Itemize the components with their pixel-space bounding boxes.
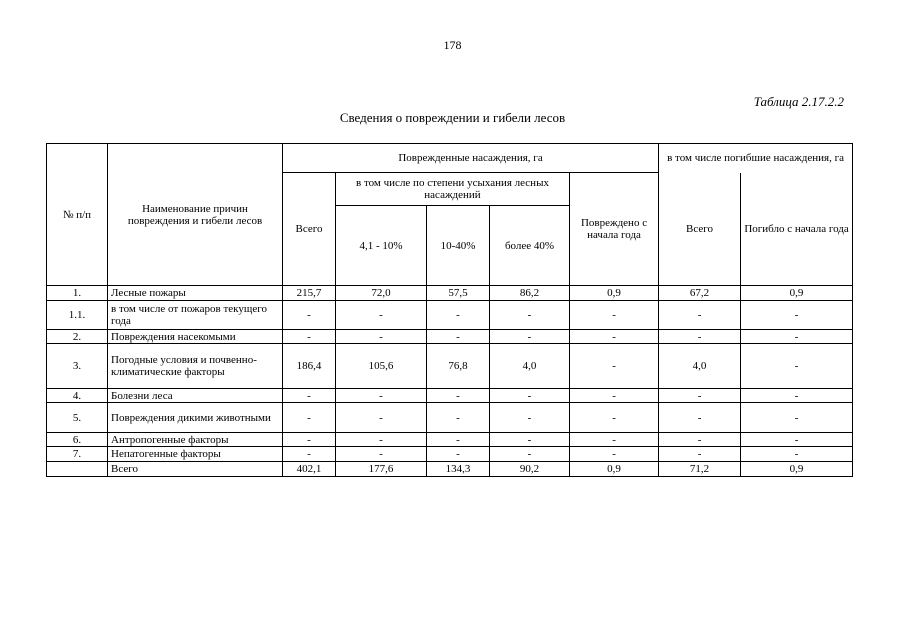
cell-drying-1: - xyxy=(336,330,427,344)
cell-drying-2: - xyxy=(427,447,490,462)
cell-dead-since: - xyxy=(741,433,853,447)
cell-drying-2: - xyxy=(427,389,490,403)
table-row xyxy=(47,286,853,301)
cell-damaged-since: - xyxy=(570,330,659,344)
cell-damaged-since: - xyxy=(570,344,659,389)
cell-dead-total: - xyxy=(659,447,741,462)
row-name: Повреждения насекомыми xyxy=(108,330,283,344)
header-damaged-since-start: Повреждено с начала года xyxy=(570,173,659,286)
cell-drying-2: - xyxy=(427,403,490,433)
cell-drying-3: - xyxy=(490,389,570,403)
cell-drying-1: 72,0 xyxy=(336,286,427,301)
row-num: 3. xyxy=(47,344,108,389)
cell-drying-3: - xyxy=(490,433,570,447)
row-num: 4. xyxy=(47,389,108,403)
cell-dead-total: 4,0 xyxy=(659,344,741,389)
table-row xyxy=(47,301,853,330)
cell-drying-1: 105,6 xyxy=(336,344,427,389)
cell-total: 402,1 xyxy=(283,462,336,477)
cell-dead-since: 0,9 xyxy=(741,462,853,477)
cell-dead-since: - xyxy=(741,330,853,344)
cell-drying-1: - xyxy=(336,403,427,433)
cell-drying-2: - xyxy=(427,433,490,447)
cell-drying-3: 4,0 xyxy=(490,344,570,389)
cell-total: - xyxy=(283,301,336,330)
cell-damaged-since: - xyxy=(570,447,659,462)
cell-dead-total: - xyxy=(659,403,741,433)
cell-damaged-since: 0,9 xyxy=(570,462,659,477)
row-name: в том числе от пожаров текущего года xyxy=(108,301,283,330)
table-title: Сведения о повреждении и гибели лесов xyxy=(339,110,566,125)
row-num: 5. xyxy=(47,403,108,433)
cell-total: - xyxy=(283,330,336,344)
row-name: Болезни леса xyxy=(108,389,283,403)
table-row-total xyxy=(47,462,853,477)
cell-drying-3: - xyxy=(490,447,570,462)
header-num: № п/п xyxy=(47,144,108,286)
cell-drying-1: - xyxy=(336,301,427,330)
cell-damaged-since: - xyxy=(570,389,659,403)
header-dead-since-start: Погибло с начала года xyxy=(741,173,853,286)
row-num: 2. xyxy=(47,330,108,344)
cell-drying-1: - xyxy=(336,433,427,447)
cell-total: 215,7 xyxy=(283,286,336,301)
cell-drying-3: - xyxy=(490,330,570,344)
cell-dead-since: 0,9 xyxy=(741,286,853,301)
cell-drying-3: - xyxy=(490,403,570,433)
page-number: 178 xyxy=(443,38,462,52)
table-row xyxy=(47,403,853,433)
row-name: Лесные пожары xyxy=(108,286,283,301)
cell-drying-1: 177,6 xyxy=(336,462,427,477)
cell-total: - xyxy=(283,403,336,433)
header-drying-group: в том числе по степени усыхания лесных насаждений xyxy=(336,173,570,206)
cell-drying-1: - xyxy=(336,389,427,403)
cell-dead-since: - xyxy=(741,344,853,389)
cell-damaged-since: - xyxy=(570,403,659,433)
cell-damaged-since: 0,9 xyxy=(570,286,659,301)
cell-dead-total: - xyxy=(659,330,741,344)
cell-drying-3: 90,2 xyxy=(490,462,570,477)
row-name: Антропогенные факторы xyxy=(108,433,283,447)
cell-dead-total: - xyxy=(659,389,741,403)
table-row xyxy=(47,389,853,403)
cell-dead-total: 71,2 xyxy=(659,462,741,477)
cell-drying-1: - xyxy=(336,447,427,462)
header-dead-total: Всего xyxy=(659,173,741,286)
row-name: Непатогенные факторы xyxy=(108,447,283,462)
cell-drying-2: 57,5 xyxy=(427,286,490,301)
table-row xyxy=(47,330,853,344)
damage-table xyxy=(46,143,853,477)
cell-dead-since: - xyxy=(741,447,853,462)
table-row xyxy=(47,344,853,389)
cell-drying-2: - xyxy=(427,301,490,330)
cell-damaged-since: - xyxy=(570,301,659,330)
cell-dead-total: - xyxy=(659,433,741,447)
header-name: Наименование причин повреждения и гибели лесов xyxy=(108,144,283,286)
row-name: Погодные условия и почвенно-климатические факторы xyxy=(108,344,283,389)
cell-total: - xyxy=(283,389,336,403)
row-num: 6. xyxy=(47,433,108,447)
header-drying-1: 4,1 - 10% xyxy=(336,206,427,286)
cell-drying-2: - xyxy=(427,330,490,344)
row-name: Всего xyxy=(108,462,283,477)
header-drying-2: 10-40% xyxy=(427,206,490,286)
cell-drying-3: - xyxy=(490,301,570,330)
cell-total: 186,4 xyxy=(283,344,336,389)
cell-damaged-since: - xyxy=(570,433,659,447)
cell-total: - xyxy=(283,433,336,447)
table-row xyxy=(47,447,853,462)
header-damaged-group: Поврежденные насаждения, га xyxy=(283,144,659,173)
cell-dead-since: - xyxy=(741,301,853,330)
header-damaged-total: Всего xyxy=(283,173,336,286)
cell-drying-3: 86,2 xyxy=(490,286,570,301)
cell-total: - xyxy=(283,447,336,462)
row-num xyxy=(47,462,108,477)
cell-dead-total: - xyxy=(659,301,741,330)
cell-dead-since: - xyxy=(741,389,853,403)
row-num: 7. xyxy=(47,447,108,462)
header-row-1 xyxy=(47,144,853,173)
header-dead-group: в том числе погибшие насаждения, га xyxy=(659,144,853,173)
cell-drying-2: 76,8 xyxy=(427,344,490,389)
table-number: Таблица 2.17.2.2 xyxy=(753,94,844,109)
table-row xyxy=(47,433,853,447)
header-drying-3: более 40% xyxy=(490,206,570,286)
cell-drying-2: 134,3 xyxy=(427,462,490,477)
row-name: Повреждения дикими животными xyxy=(108,403,283,433)
row-num: 1.1. xyxy=(47,301,108,330)
cell-dead-since: - xyxy=(741,403,853,433)
row-num: 1. xyxy=(47,286,108,301)
cell-dead-total: 67,2 xyxy=(659,286,741,301)
